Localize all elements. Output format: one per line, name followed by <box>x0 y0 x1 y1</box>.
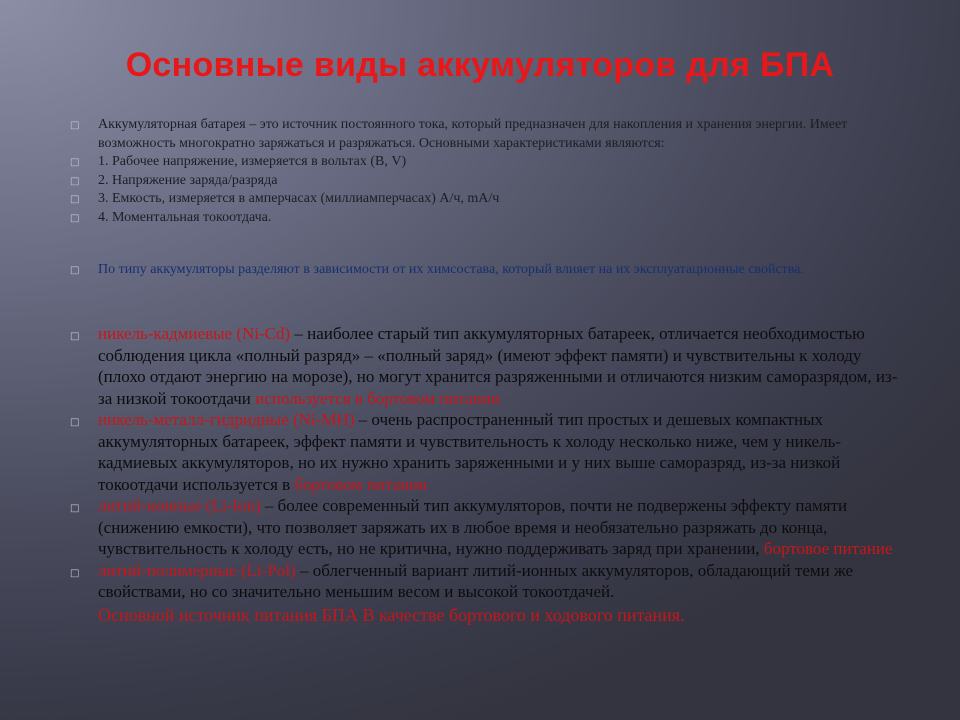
battery-type-usage: бортовое питание <box>763 539 893 558</box>
battery-type-name: никель-металл-гидридные (Ni-MH) <box>98 410 355 429</box>
battery-type-item <box>70 560 900 627</box>
list-item <box>70 116 900 153</box>
battery-type-usage: используется в бортовом питании <box>255 388 501 408</box>
characteristic-capacity: 3. Емкость, измеряется в амперчасах (миллиамперчасах) А/ч, mA/ч <box>98 191 500 206</box>
bullet-icon: □ <box>70 503 80 514</box>
bullet-icon: □ <box>70 194 80 205</box>
battery-type-description: – очень распространенный тип простых и дешевых компактных аккумуляторных батареек, эффект памяти и чувствительность к холоду несколько ниже, чем у никель-кадмиевых аккумуляторов, но их нужно хранить заряженными и у них выше саморазряд, из-за низкой токоотдачи используется в <box>98 410 841 494</box>
intro-definition: Аккумуляторная батарея – это источник постоянного тока, который предназначен для накопления и хранения энергии. Имеет возможность многократно заряжаться и разряжаться. Основными характеристиками являются: <box>98 117 848 151</box>
slide-title: Основные виды аккумуляторов для БПА <box>125 46 835 84</box>
battery-types-list <box>70 323 900 627</box>
classification-text: По типу аккумуляторы разделяют в зависимости от их химсостава, который влияет на их эксплуатационные свойства. <box>98 262 804 277</box>
bullet-icon: □ <box>70 157 80 168</box>
characteristic-current: 4. Моментальная токоотдача. <box>98 209 272 225</box>
battery-type-description: – более современный тип аккумуляторов, почти не подвержены эффекту памяти (снижению емкости), что позволяет заряжать их в любое время и необязательно разряжать до конца, чувствительность к холоду есть, но не критична, нужно поддерживать заряд при хранении, <box>98 496 848 558</box>
characteristic-voltage: 1. Рабочее напряжение, измеряется в вольтах (В, V) <box>98 154 407 169</box>
intro-list <box>70 116 900 227</box>
bullet-icon: □ <box>70 212 80 224</box>
bullet-icon: □ <box>70 265 80 276</box>
battery-type-name: литий-ионные (Li-Ion) <box>98 496 261 515</box>
list-item <box>70 261 900 280</box>
list-item <box>70 172 900 191</box>
bullet-icon: □ <box>70 417 80 428</box>
main-power-source-note: Основной источник питания БПА В качестве бортового и ходового питания. <box>98 604 685 625</box>
battery-type-item <box>70 323 900 409</box>
list-item <box>70 153 900 172</box>
characteristic-charge-voltage: 2. Напряжение заряда/разряда <box>98 172 278 188</box>
bullet-icon: □ <box>70 331 80 342</box>
list-item <box>70 190 900 209</box>
battery-type-item <box>70 409 900 495</box>
classification-list <box>70 261 900 280</box>
bullet-icon: □ <box>70 567 80 579</box>
bullet-icon: □ <box>70 120 80 131</box>
battery-type-description: – облегченный вариант литий-ионных аккумуляторов, обладающий теми же свойствами, но со значительно меньшим весом и высокой токоотдачей. <box>98 560 854 601</box>
battery-type-name: литий-полимерные (Li-Pol) <box>98 560 296 580</box>
list-item <box>70 209 900 228</box>
bullet-icon: □ <box>70 175 80 187</box>
battery-type-description: – наиболее старый тип аккумуляторных батареек, отличается необходимостью соблюдения цикла «полный разряд» – «полный заряд» (имеют эффект памяти) и чувствительны к холоду (плохо отдают энергию на морозе), но могут хранится разряженными и отличаются низким саморазрядом, из-за низкой токоотдачи <box>98 324 898 408</box>
battery-type-usage: бортовом питании <box>294 474 428 494</box>
battery-type-name: никель-кадмиевые (Ni-Cd) <box>98 324 291 343</box>
battery-type-item <box>70 495 900 560</box>
